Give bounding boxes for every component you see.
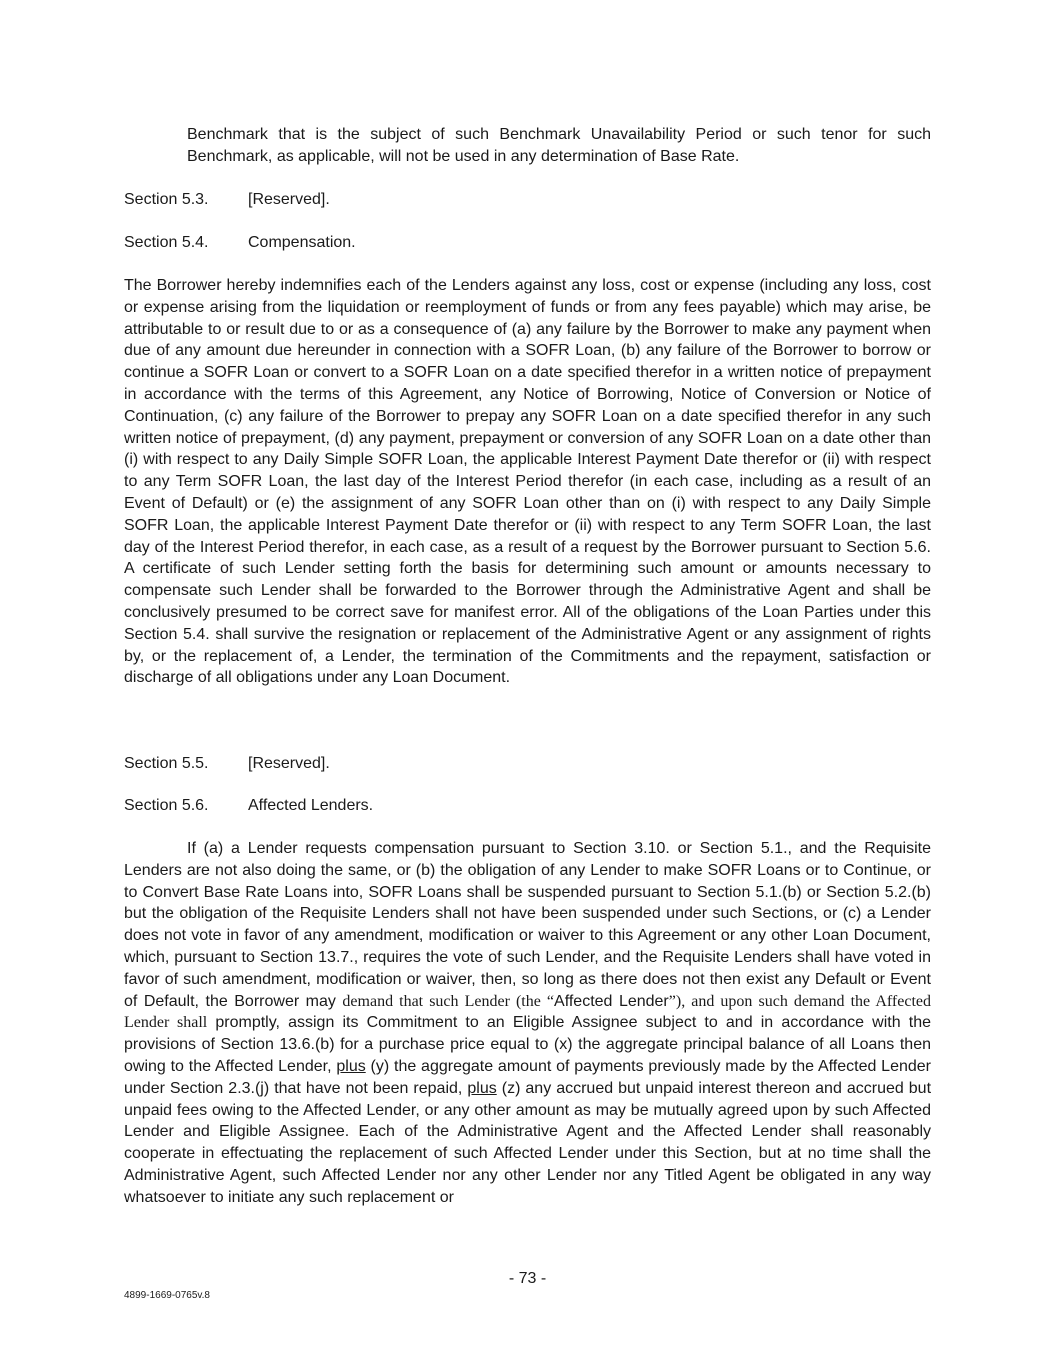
section-title: [Reserved].: [248, 191, 330, 208]
section-5-4-heading: [124, 232, 356, 254]
page-number: - 73 -: [508, 1270, 547, 1287]
affected-text-serif: ”), and upon such demand the Affected Lender shall: [124, 992, 932, 1032]
section-number: Section 5.6.: [124, 797, 209, 814]
affected-text-part: (z) any accrued but unpaid interest thereon and accrued but unpaid fees owing to the Affected Lender, or any other amount as may be mutually agreed upon by such Affected Lender and Eligible Assignee. Each of the Administrative Agent and the Affected Lender shall reasonably cooperate in effectuating the replacement of such Affected Lender under this Section, but at no time shall the Administrative Agent, such Affected Lender nor any other Lender nor any Titled Agent be obligated in any way whatsoever to initiate any such replacement or: [124, 1079, 932, 1206]
section-number: Section 5.4.: [124, 234, 209, 251]
plus-term: plus: [336, 1057, 366, 1075]
defined-term: Affected Lender: [554, 992, 669, 1010]
section-title: [Reserved].: [248, 755, 330, 772]
compensation-paragraph: The Borrower hereby indemnifies each of the Lenders against any loss, cost or expense (including any loss, cost or expense arising from the liquidation or reemployment of funds or from any fees payable) which may arise, be attributable to or result due to or as a consequence of (a) any failure by the Borrower to make any payment when due of any amount due hereunder in connection with a SOFR Loan, (b) any failure of the Borrower to borrow or continue a SOFR Loan or convert to a SOFR Loan on a date specified therefor in a written notice of prepayment in accordance with the terms of this Agreement, any Notice of Borrowing, Notice of Conversion or Notice of Continuation, (c) any failure of the Borrower to prepay any SOFR Loan on a date specified therefor in any such written notice of prepayment, (d) any payment, prepayment or conversion of any SOFR Loan on a date other than (i) with respect to any Daily Simple SOFR Loan, the applicable Interest Payment Date therefor or (ii) with respect to any Term SOFR Loan, the last day of the Interest Period therefor (in each case, including as a result of an Event of Default) or (e) the assignment of any SOFR Loan other than on (i) with respect to any Daily Simple SOFR Loan, the applicable Interest Payment Date therefor or (ii) with respect to any Term SOFR Loan, the last day of the Interest Period therefor, in each case, as a result of a request by the Borrower pursuant to Section 5.6. A certificate of such Lender setting forth the basis for determining such amount or amounts necessary to compensate such Lender shall be forwarded to the Borrower through the Administrative Agent and shall be conclusively presumed to be correct save for manifest error. All of the obligations of the Loan Parties under this Section 5.4. shall survive the resignation or replacement of the Administrative Agent or any assignment of rights by, or the replacement of, a Lender, the termination of the Commitments and the repayment, satisfaction or discharge of all obligations under any Loan Document.: [124, 277, 931, 687]
affected-text-part: (y) the aggregate amount of payments previously made by the Affected Lender under Section 2.3.(j) that have not been repaid,: [124, 1057, 931, 1097]
affected-lenders-paragraph: [124, 838, 931, 1209]
affected-text-part: promptly, assign its Commitment to an Eligible Assignee subject to and in accordance with the provisions of Section 13.6.(b) for a purchase price equal to (x) the aggregate principal balance of all Loans then owing to the Affected Lender,: [124, 1014, 931, 1075]
affected-text-part: If (a) a Lender requests compensation pursuant to Section 3.10. or Section 5.1., and the Requisite Lenders are not also doing the same, or (b) the obligation of any Lender to make SOFR Loans or to Continue, or to Convert Base Rate Loans into, SOFR Loans shall be suspended pursuant to Section 5.1.(b) or Section 5.2.(b) but the obligation of the Requisite Lenders shall not have been suspended under such Sections, or (c) a Lender does not vote in favor of any amendment, modification or waiver to this Agreement or any other Loan Document, which, pursuant to Section 13.7., requires the vote of such Lender, and the Requisite Lenders shall have voted in favor of such amendment, modification or waiver, then, so long as there does not then exist any Default or Event of Default, the Borrower may: [124, 840, 931, 1010]
section-5-6-heading: [124, 795, 373, 817]
section-5-5-heading: [124, 753, 330, 775]
section-number: Section 5.3.: [124, 191, 209, 208]
section-5-3-heading: [124, 189, 330, 211]
plus-term: plus: [467, 1079, 497, 1097]
section-number: Section 5.5.: [124, 755, 209, 772]
section-title: Compensation.: [248, 234, 356, 251]
section-title: Affected Lenders.: [248, 797, 374, 814]
document-id: 4899-1669-0765v.8: [124, 1290, 210, 1301]
affected-text-serif: demand that such Lender (the “: [342, 992, 555, 1010]
carryover-paragraph: Benchmark that is the subject of such Benchmark Unavailability Period or such tenor for such Benchmark, as applicable, will not be used in any determination of Base Rate.: [187, 126, 931, 165]
